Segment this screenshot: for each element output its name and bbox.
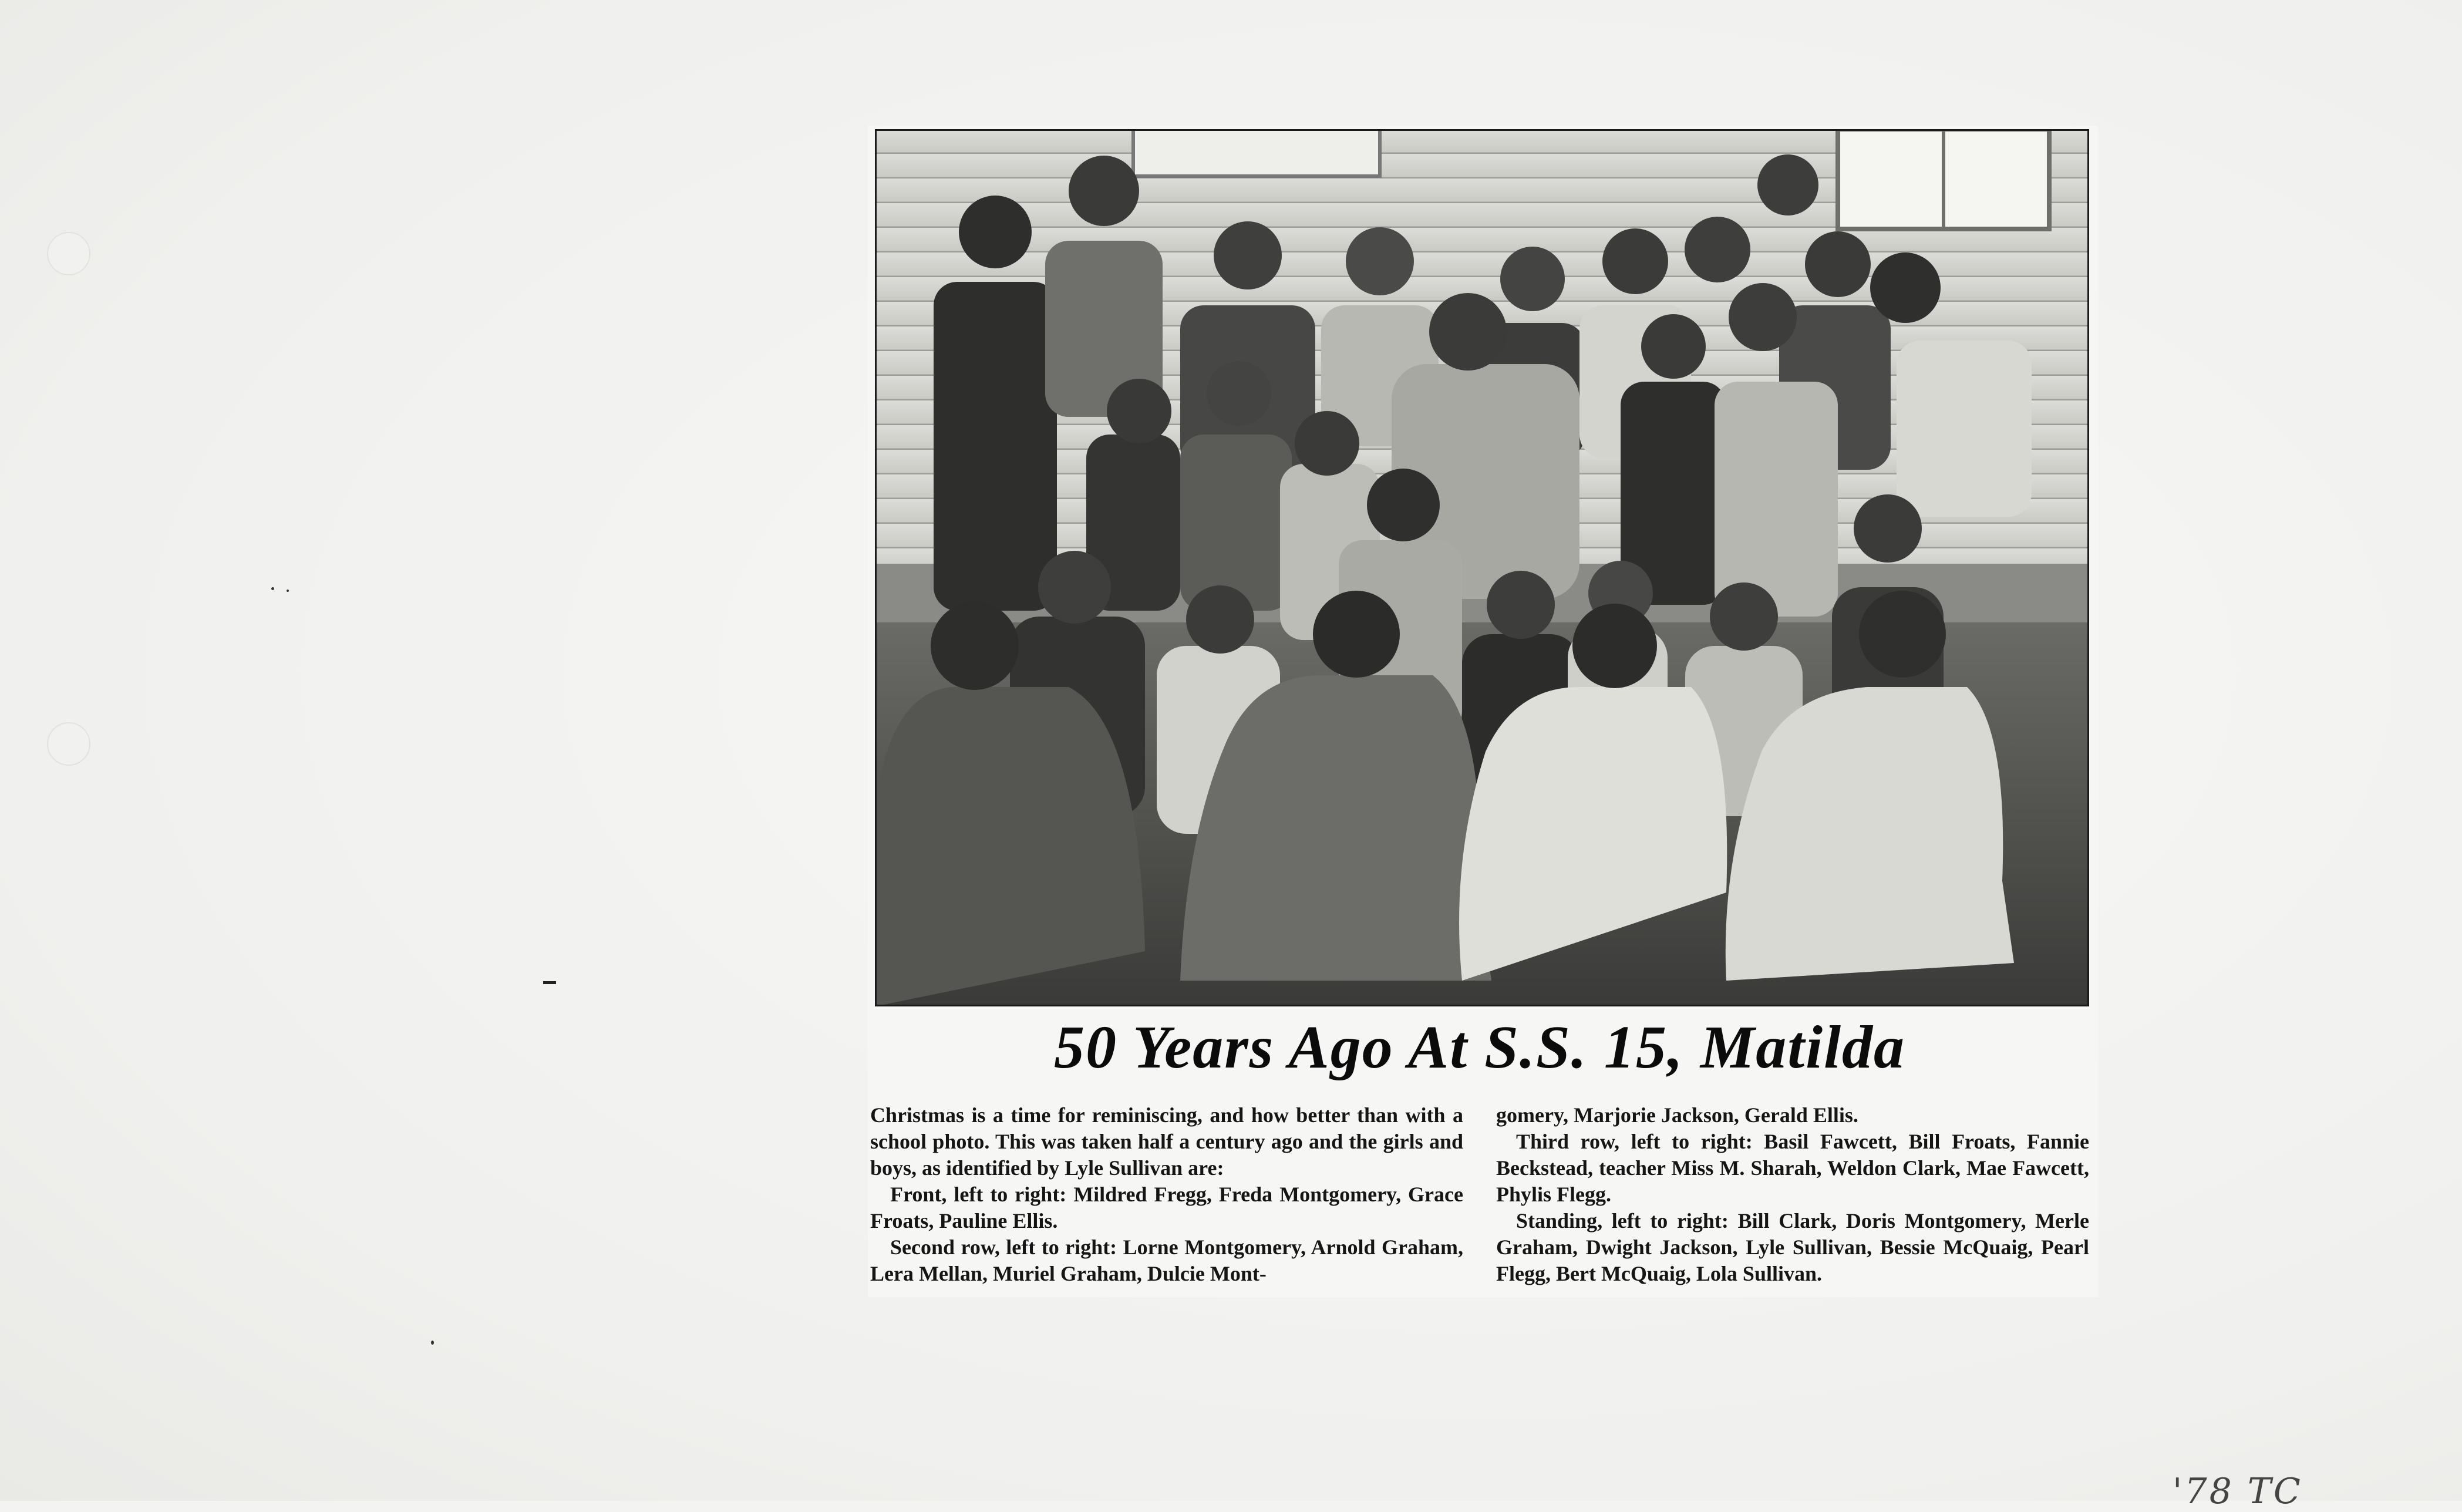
photo-illustration	[875, 129, 2089, 1006]
article-paragraph: Second row, left to right: Lorne Montgomery, Arnold Graham, Lera Mellan, Muriel Graham, Dulcie Mont-	[870, 1235, 1463, 1285]
punch-hole-bottom	[47, 722, 90, 766]
dust-speck	[271, 587, 274, 590]
dust-speck	[431, 1341, 434, 1345]
article-paragraph: Front, left to right: Mildred Fregg, Freda Montgomery, Grace Froats, Pauline Ellis.	[870, 1183, 1463, 1233]
handwritten-margin-note: '78 TC	[2173, 1471, 2303, 1512]
article-paragraph: Standing, left to right: Bill Clark, Doris Montgomery, Merle Graham, Dwight Jackson, Lyle Sullivan, Bessie McQuaig, Pearl Flegg, Bert McQuaig, Lola Sullivan.	[1496, 1209, 2089, 1285]
article-paragraph: Third row, left to right: Basil Fawcett, Bill Froats, Fannie Beckstead, teacher Miss M. Sharah, Weldon Clark, Mae Fawcett, Phylis Flegg.	[1496, 1130, 2089, 1206]
article-paragraph: gomery, Marjorie Jackson, Gerald Ellis.	[1496, 1103, 1858, 1127]
pencil-dash-mark	[543, 981, 556, 984]
article-right-column	[1496, 1102, 2089, 1287]
punch-hole-top	[47, 232, 90, 275]
dust-speck	[287, 590, 289, 592]
article-paragraph: Christmas is a time for reminiscing, and how better than with a school photo. This was taken half a century ago and the girls and boys, as identified by Lyle Sullivan are:	[870, 1103, 1463, 1180]
school-group-photo	[875, 129, 2089, 1006]
headline: 50 Years Ago At S.S. 15, Matilda	[1054, 1013, 1905, 1081]
article-left-column	[870, 1102, 1463, 1287]
